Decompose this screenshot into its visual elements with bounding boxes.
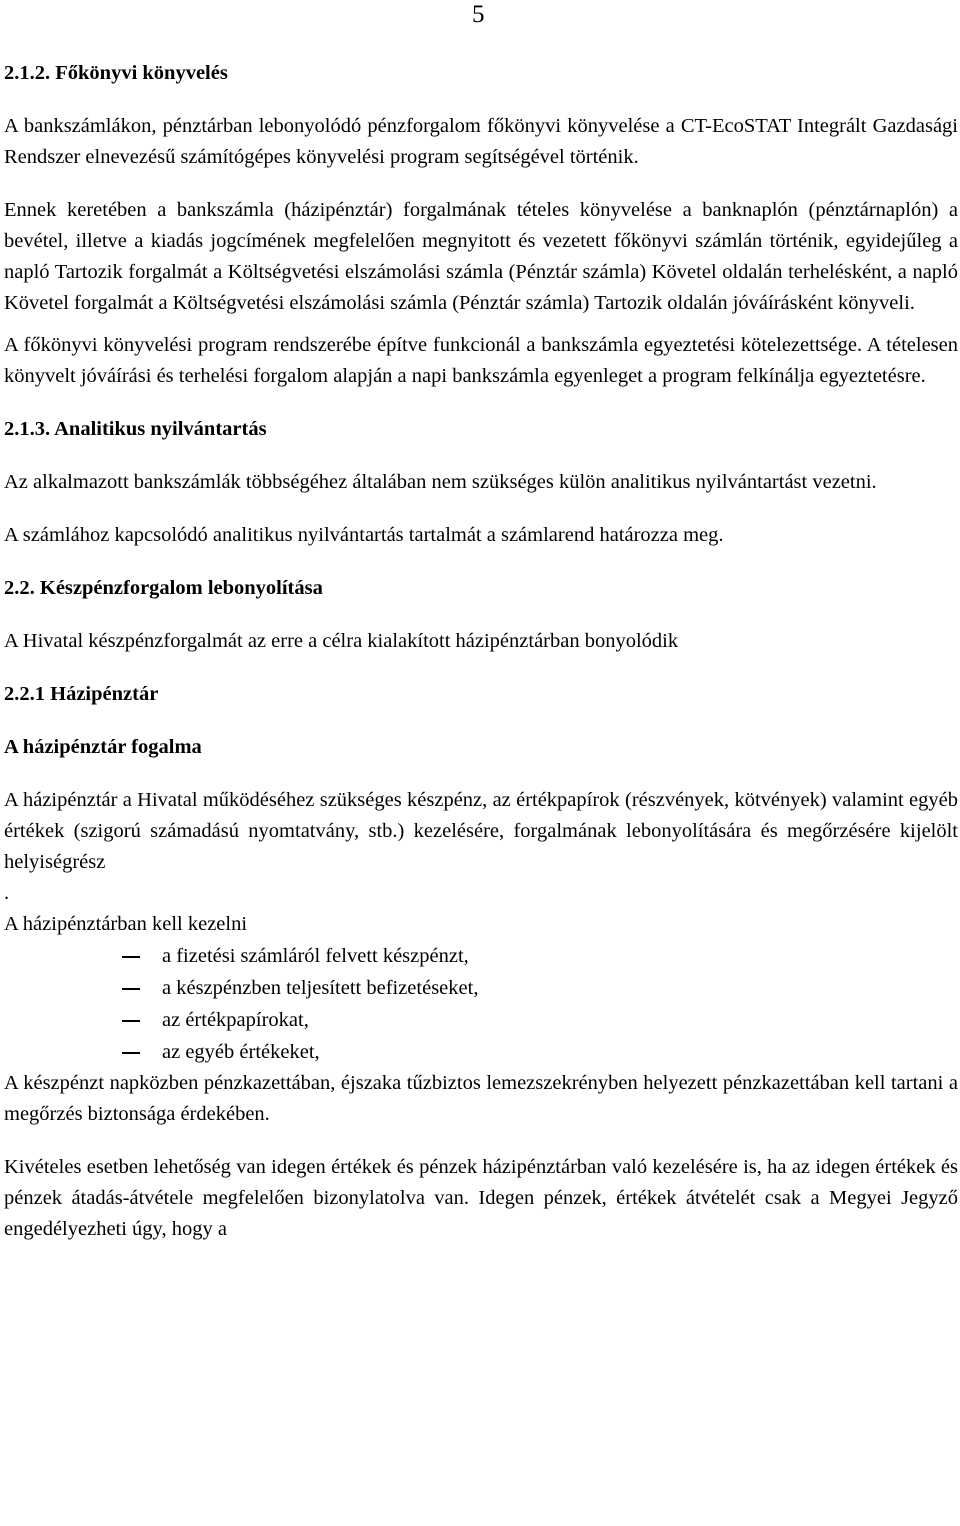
section-heading-2-1-3: 2.1.3. Analitikus nyilvántartás [4, 418, 267, 440]
paragraph: A számlához kapcsolódó analitikus nyilvántartás tartalmát a számlarend határozza meg. [4, 524, 724, 546]
list-item: az egyéb értékeket, [122, 1036, 958, 1068]
paragraph: Kivételes esetben lehetőség van idegen értékek és pénzek házipénztárban való kezelésére is, ha az idegen értékek és pénzek átadás-átvétele megfelelően bizonylatolva van. Idegen pénzek, értékek átvételét csak a Megyei Jegyző engedélyezheti úgy, hogy a [4, 1156, 958, 1240]
paragraph: A készpénzt napközben pénzkazettában, éjszaka tűzbiztos lemezszekrényben helyezett pénzkazettában kell tartani a megőrzés biztonsága érdekében. [4, 1072, 958, 1125]
list-intro: A házipénztárban kell kezelni [4, 913, 248, 935]
paragraph: Az alkalmazott bankszámlák többségéhez általában nem szükséges külön analitikus nyilvántartást vezetni. [4, 471, 877, 493]
list-item: a készpénzben teljesített befizetéseket, [122, 972, 958, 1004]
paragraph: Ennek keretében a bankszámla (házipénztár) forgalmának tételes könyvelése a banknaplón (pénztárnaplón) a bevétel, illetve a kiadás jogcímének megfelelően megnyitott és vezetett főkönyvi számlán történik, egyidejűleg a napló Tartozik forgalmát a Költségvetési elszámolási számla (Pénztár számla) Követel oldalán terhelésként, a napló Követel forgalmát a Költségvetési elszámolási számla (Pénztár számla) Tartozik oldalán jóváírásként könyveli. [4, 199, 958, 314]
paragraph: A Hivatal készpénzforgalmát az erre a célra kialakított házipénztárban bonyolódik [4, 630, 679, 652]
stray-dot: . [4, 882, 10, 904]
page-number: 5 [472, 1, 485, 28]
section-heading-2-2: 2.2. Készpénzforgalom lebonyolítása [4, 577, 323, 599]
paragraph: A házipénztár a Hivatal működéséhez szükséges készpénz, az értékpapírok (részvények, kötvények) valamint egyéb értékek (szigorú számadású nyomtatvány, stb.) kezelésére, forgalmának lebonyolítására és megőrzésére kijelölt helyiségrész [4, 789, 958, 873]
list-item: az értékpapírokat, [122, 1004, 958, 1036]
subsection-heading: A házipénztár fogalma [4, 736, 202, 758]
section-heading-2-1-2: 2.1.2. Főkönyvi könyvelés [4, 62, 228, 84]
section-heading-2-2-1: 2.2.1 Házipénztár [4, 683, 159, 705]
list-item: a fizetési számláról felvett készpénzt, [122, 940, 958, 972]
dash-list [4, 940, 958, 1068]
document-body [4, 58, 958, 1245]
paragraph: A bankszámlákon, pénztárban lebonyolódó pénzforgalom főkönyvi könyvelése a CT-EcoSTAT Integrált Gazdasági Rendszer elnevezésű számítógépes könyvelési program segítségével történik. [4, 115, 958, 168]
paragraph: A főkönyvi könyvelési program rendszerébe építve funkcionál a bankszámla egyeztetési kötelezettsége. A tételesen könyvelt jóváírási és terhelési forgalom alapján a napi bankszámla egyenleget a program felkínálja egyeztetésre. [4, 334, 958, 387]
